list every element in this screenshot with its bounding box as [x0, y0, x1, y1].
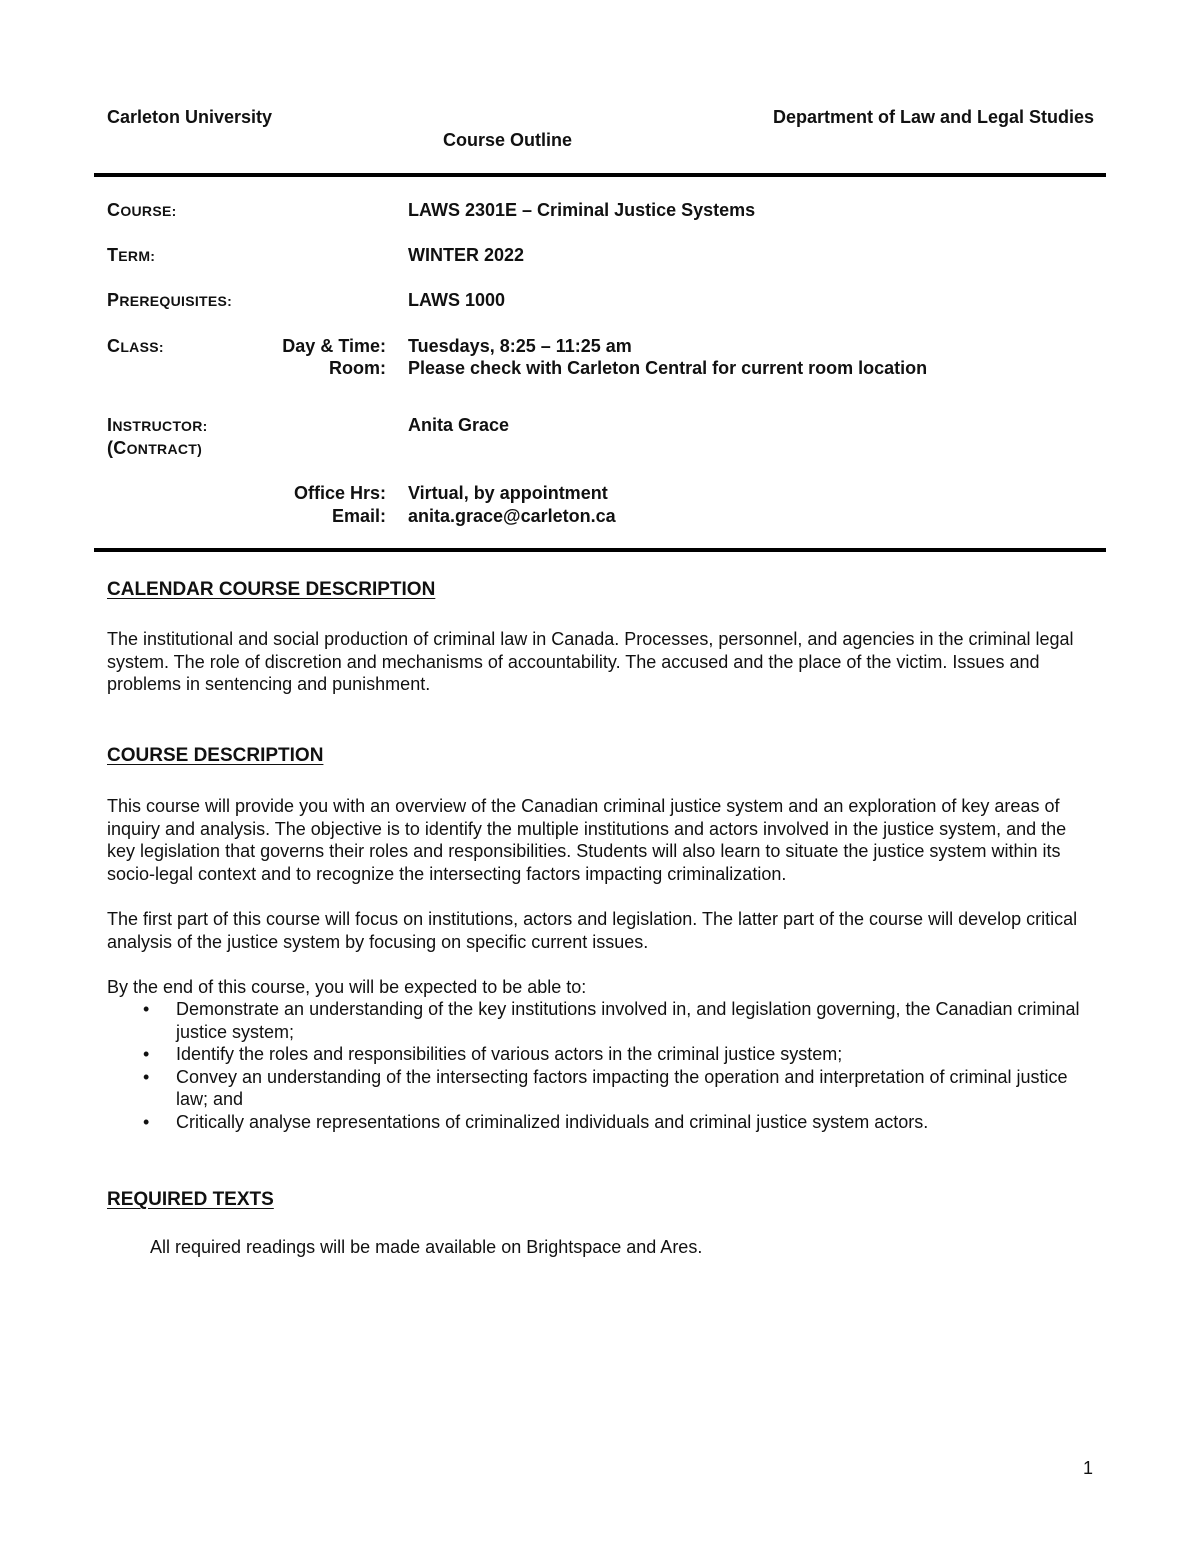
course-description-paragraph-1: This course will provide you with an overview of the Canadian criminal justice system and an exploration of key areas of inquiry and analysis. The objective is to identify the multiple institutions and actors involved in the justice system, and the key legislation that governs their roles and responsibilities. Students will also learn to situate the justice system within its socio-legal context and to recognize the intersecting factors impacting criminalization. — [107, 796, 1067, 884]
list-item: • Identify the roles and responsibilities of various actors in the criminal justice system; — [143, 1044, 843, 1064]
list-item: • Critically analyse representations of criminalized individuals and criminal justice system actors. — [143, 1111, 929, 1132]
bullet-icon: • — [143, 1111, 150, 1132]
term-label: TERM: — [107, 245, 156, 265]
contract-label: (CONTRACT) — [107, 438, 203, 458]
required-texts-text: All required readings will be made available on Brightspace and Ares. — [150, 1237, 703, 1257]
office-hours-value: Virtual, by appointment — [408, 483, 608, 503]
document-title: Course Outline — [443, 130, 573, 150]
instructor-value: Anita Grace — [408, 415, 510, 435]
course-label: COURSE: — [107, 200, 177, 220]
email-label: Email: — [331, 506, 386, 526]
department-name: Department of Law and Legal Studies — [772, 107, 1094, 127]
calendar-description-text: The institutional and social production of criminal law in Canada. Processes, personnel, and agencies in the criminal legal system. The role of discretion and mechanisms of accountability. The accused and the place of the victim. Issues and problems in sentencing and punishment. — [107, 629, 1074, 694]
email-value: anita.grace@carleton.ca — [408, 506, 616, 526]
list-item: • Demonstrate an understanding of the key institutions involved in, and legislation governing, the Canadian criminal justice system; — [143, 999, 1080, 1042]
top-divider — [94, 173, 1106, 177]
page-number: 1 — [1082, 1458, 1093, 1478]
day-time-value: Tuesdays, 8:25 – 11:25 am — [408, 336, 632, 356]
bullet-icon: • — [143, 1066, 150, 1087]
calendar-description-heading: CALENDAR COURSE DESCRIPTION — [107, 579, 436, 600]
institution-name: Carleton University — [107, 107, 273, 127]
bottom-divider — [94, 548, 1106, 552]
day-time-label: Day & Time: — [282, 336, 386, 356]
prerequisites-label: PREREQUISITES: — [107, 290, 233, 310]
course-description-paragraph-2: The first part of this course will focus on institutions, actors and legislation. The latter part of the course will develop critical analysis of the justice system by focusing on specific current issues. — [107, 909, 1078, 952]
term-value: WINTER 2022 — [408, 245, 525, 265]
learning-outcomes-list — [107, 998, 1107, 1133]
course-description-heading: COURSE DESCRIPTION — [107, 745, 324, 766]
room-value: Please check with Carleton Central for current room location — [408, 358, 928, 378]
room-label: Room: — [329, 358, 386, 378]
course-description-paragraph-3: By the end of this course, you will be expected to be able to: — [107, 977, 587, 997]
prerequisites-value: LAWS 1000 — [408, 290, 506, 310]
class-label: CLASS: — [107, 336, 164, 356]
bullet-icon: • — [143, 999, 150, 1019]
instructor-label: INSTRUCTOR: — [107, 415, 208, 435]
list-item: • Convey an understanding of the intersecting factors impacting the operation and interpretation of criminal justice law; and — [143, 1066, 1068, 1109]
bullet-icon: • — [143, 1044, 150, 1064]
office-hours-label: Office Hrs: — [293, 483, 386, 503]
course-value: LAWS 2301E – Criminal Justice Systems — [408, 200, 756, 220]
required-texts-heading: REQUIRED TEXTS — [107, 1189, 274, 1210]
